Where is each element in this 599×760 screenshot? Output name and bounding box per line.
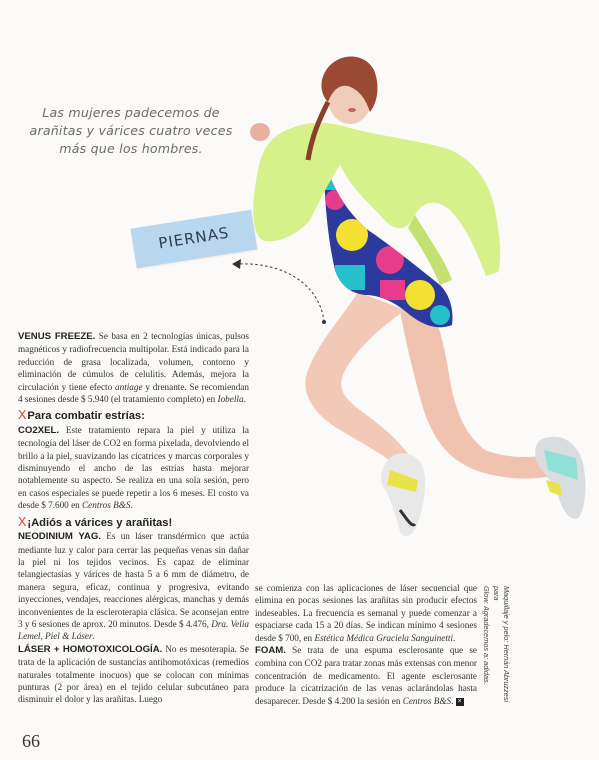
paragraph-neodinium — [18, 530, 249, 643]
photo-credit-line: Glow. Agradecemos a: adidas. — [482, 586, 491, 685]
keyword-neodinium: NEODINIUM YAG. — [18, 531, 101, 543]
clinic-name: Centros B&S — [402, 695, 452, 706]
photo-credit — [482, 586, 511, 706]
paragraph-foam — [255, 644, 477, 707]
end-mark-icon: × — [457, 697, 462, 705]
paragraph-text: y drenante. Se recomiendan 4 sesiones desde $ 5.940 (el tratamiento completo) en — [18, 381, 250, 405]
text-column-left — [18, 330, 249, 706]
keyword-foam: FOAM. — [255, 645, 286, 657]
section-heading-varices — [18, 516, 249, 529]
paragraph-venus-freeze — [18, 330, 249, 405]
photo-credit-line: Maquillaje y pelo: Hernán Abruzzesi para — [492, 586, 511, 703]
keyword-venus-freeze: VENUS FREEZE. — [18, 331, 96, 342]
section-tag-label: PIERNAS — [157, 223, 231, 253]
paragraph-co2xel — [18, 424, 249, 512]
x-mark-icon: X — [18, 408, 27, 423]
section-heading-text: Para combatir estrías: — [27, 410, 145, 423]
pull-quote-line: más que los hombres. — [59, 141, 203, 156]
pull-quote — [16, 104, 246, 158]
runner-photo — [240, 40, 590, 550]
paragraph-text: . — [243, 394, 246, 405]
clinic-name: Centros B&S — [82, 500, 131, 511]
section-heading-text: ¡Adiós a várices y arañitas! — [27, 516, 173, 529]
clinic-name: Estética Médica Graciela Sanguinetti — [314, 632, 453, 643]
keyword-laser-homotox: LÁSER + HOMOTOXICOLOGÍA. — [18, 643, 163, 655]
paragraph-text: Este tratamiento repara la piel y utiliza la tecnología del láser de CO2 en forma pixelada, devolviendo el brillo a la piel, suavizando las cicatrices y marcas corporales y disminuyendo el ancho de las estrías hasta mejorar notablemente su aspecto. Se realiza en una sola sesión, pero en casos especiales se puede repetir a los 6 meses. El costo va desde $ 7.600 en — [18, 424, 249, 511]
paragraph-text: No es mesoterapia. Se trata de la aplicación de sustancias antihomotóxicas (remedios naturales totalmente inocuos) que se colocan con mínimas punturas (2 por área) en el tejido celular subcutáneo para disminuir el dolor y las arañitas. Luego — [18, 643, 249, 705]
paragraph-text: . — [92, 631, 95, 642]
paragraph-text: . — [130, 500, 133, 511]
paragraph-continuation — [255, 582, 477, 644]
page-number: 66 — [22, 731, 40, 751]
paragraph-text: Se basa en 2 tecnologías únicas, pulsos magnéticos y radiofrecuencia multipolar. Está indicado para la reducción de grasa localizada, volumen, contorno y eliminación de cúmulos de celulitis. Además, mejora la circulación y tiene efecto — [18, 331, 250, 392]
paragraph-laser-homotox — [18, 643, 249, 706]
paragraph-text: Se trata de una espuma esclerosante que se combina con CO2 para tratar zonas más extensas con menor concentración de medicamento. El agente esclerosante produce la cicatrización de las venas aclarándolas hasta desaparecer. Desde $ 4.200 la sesión en — [255, 645, 477, 706]
paragraph-text: se comienza con las aplicaciones de láser secuencial que elimina en pocas sesiones las arañitas sin producir efectos indeseables. La frecuencia es semanal y puede comenzar a espaciarse cada 15 a 20 días. Se indican mínimo 4 sesiones desde $ 700, en — [255, 583, 477, 643]
pull-quote-line: Las mujeres padecemos de — [42, 105, 220, 120]
section-heading-estrias — [18, 409, 249, 422]
italic-text: antiage — [115, 381, 143, 392]
keyword-co2xel: CO2XEL. — [18, 424, 60, 436]
clinic-name: Dra. Velia Lemel, Piel & Láser — [18, 618, 249, 642]
paragraph-text: . — [451, 695, 454, 706]
paragraph-text: Es un láser transdérmico que actúa mediante luz y calor para cerrar las pequeñas venas sin dañar la piel ni los tejidos vecinos. Es capaz de eliminar telangiectasias y várices de hasta 5 a 6 mm de diámetro, de manera segura, eficaz, continua y progresiva, evitando inyecciones, vendajes, reacciones alérgicas, manchas y demás inconvenientes de la escleroterapia clásica. Se aconsejan entre 3 y 6 sesiones de aprox. 20 minutos. Desde $ 4.476, — [18, 531, 249, 629]
text-column-right — [255, 582, 477, 707]
clinic-name: Iobella — [217, 394, 244, 405]
paragraph-text: . — [453, 632, 456, 643]
pull-quote-line: arañitas y várices cuatro veces — [29, 123, 233, 138]
x-mark-icon: X — [18, 514, 27, 529]
